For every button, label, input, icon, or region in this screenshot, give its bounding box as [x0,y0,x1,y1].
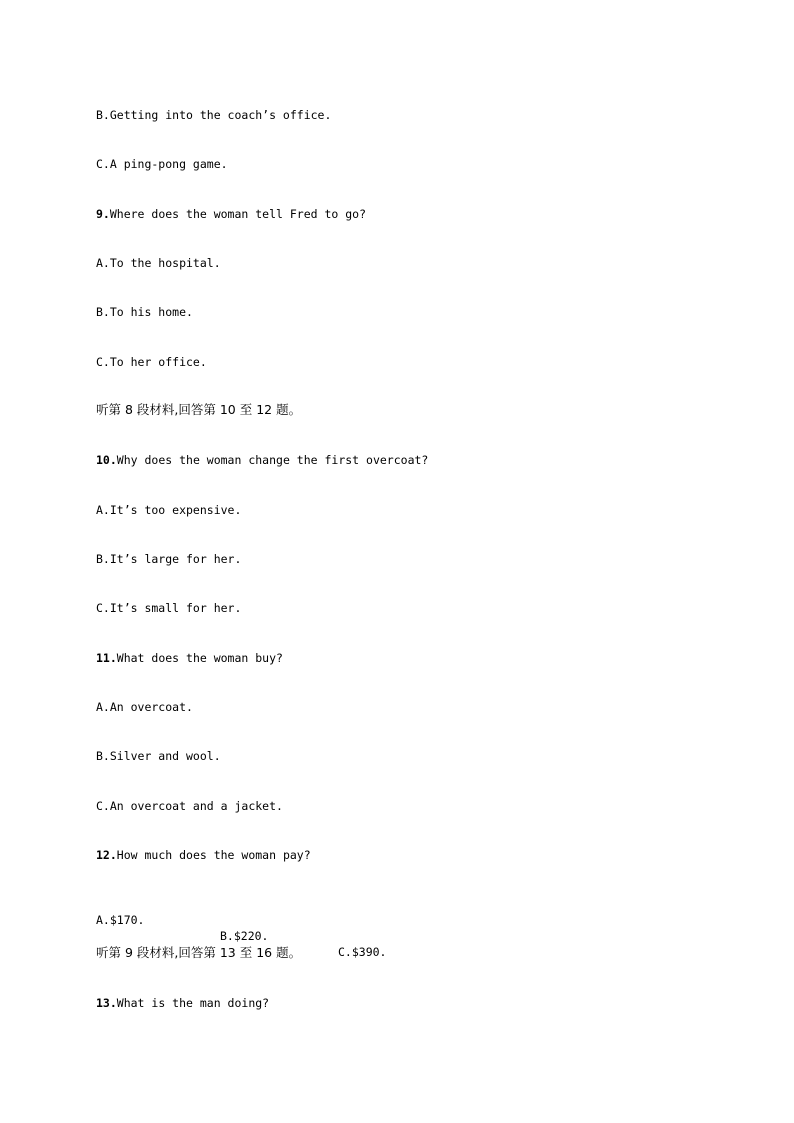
q12-question: How much does the woman pay? [116,848,311,862]
q9-option-c: C.To her office. [96,355,207,369]
q9-option-b: B.To his home. [96,305,193,319]
q11-option-b: B.Silver and wool. [96,749,221,763]
q13-line [96,995,269,1011]
q12-number: 12. [96,848,117,862]
q9-question: Where does the woman tell Fred to go? [109,207,367,221]
q13-number: 13. [96,996,117,1010]
q10-option-b: B.It’s large for her. [96,552,242,566]
q9-line [96,206,366,222]
q10-option-c: C.It’s small for her. [96,601,242,615]
q8-option-b: B.Getting into the coach’s office. [96,108,332,122]
q10-question: Why does the woman change the first overcoat? [116,453,429,467]
q9-option-a: A.To the hospital. [96,256,221,270]
q11-number: 11. [96,651,117,665]
q12-line [96,847,311,863]
q12-option-a: A.$170. [96,913,145,927]
q13-question: What is the man doing? [116,996,270,1010]
q8-option-c: C.A ping-pong game. [96,157,228,171]
q11-question: What does the woman buy? [116,651,283,665]
q12-option-b: B.$220. [220,929,269,943]
section-9-instruction: 听第 9 段材料,回答第 13 至 16 题。 [96,945,302,960]
q10-option-a: A.It’s too expensive. [96,503,242,517]
q10-line [96,452,428,468]
q9-number: 9. [96,207,110,221]
q11-option-c: C.An overcoat and a jacket. [96,799,283,813]
q12-option-c: C.$390. [338,945,387,959]
q10-number: 10. [96,453,117,467]
q11-option-a: A.An overcoat. [96,700,193,714]
section-8-instruction: 听第 8 段材料,回答第 10 至 12 题。 [96,402,302,417]
q11-line [96,650,283,666]
